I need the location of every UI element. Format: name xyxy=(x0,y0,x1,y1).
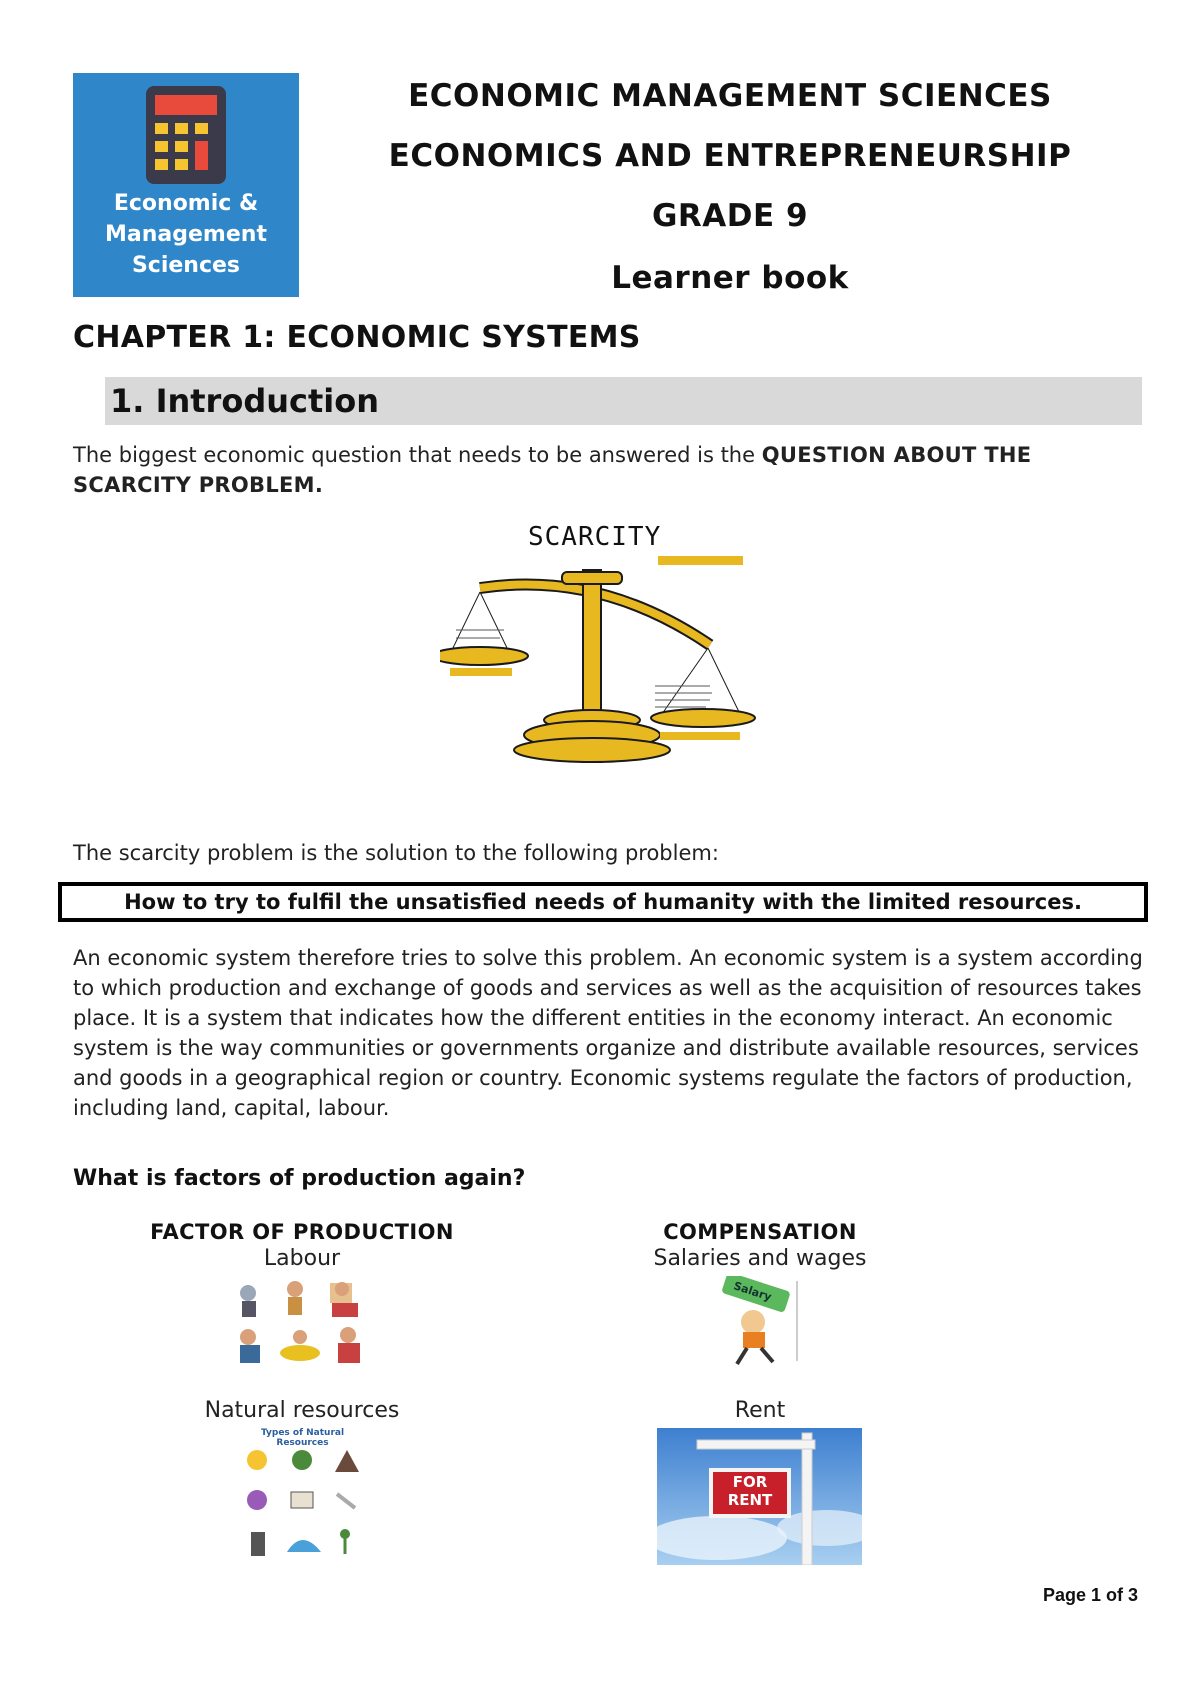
intro-text: The biggest economic question that needs to be answered is the xyxy=(73,443,762,467)
intro-bold: QUESTION ABOUT THE SCARCITY PROBLEM. xyxy=(73,443,1032,497)
factors-question: What is factors of production again? xyxy=(73,1166,526,1191)
natural-resources-image xyxy=(235,1428,370,1568)
balance-scale-icon xyxy=(440,520,760,765)
economic-system-paragraph: An economic system therefore tries to solve this problem. An economic system is a system according to which production and exchange of goods and services as well as the acquisition of resources takes place. It is a system that indicates how the different entities in the economy interact. An economic system is the way communities or governments organize and distribute available resources, services and goods in a geographical region or country. Economic systems regulate the factors of production, including land, capital, labour. xyxy=(73,946,1143,1120)
compensation-rent: Rent xyxy=(734,1398,786,1423)
for-rent-sign-image xyxy=(657,1428,862,1565)
chapter-title: CHAPTER 1: ECONOMIC SYSTEMS xyxy=(73,320,641,355)
labour-workers-image xyxy=(230,1275,380,1370)
scarcity-lead-text: The scarcity problem is the solution to the following problem: xyxy=(73,841,719,865)
book-type: Learner book xyxy=(611,260,849,296)
subject-title: ECONOMIC MANAGEMENT SCIENCES xyxy=(408,78,1052,114)
key-problem-box: How to try to fulfil the unsatisfied needs of humanity with the limited resources. xyxy=(58,882,1148,922)
page-of: of xyxy=(1100,1585,1128,1605)
page-prefix: Page xyxy=(1042,1585,1091,1605)
scarcity-graphic-title: SCARCITY xyxy=(528,522,662,552)
grade-title: GRADE 9 xyxy=(651,198,809,234)
intro-paragraph xyxy=(73,440,1123,500)
logo-text: Economic & Management Sciences xyxy=(105,191,267,278)
salary-character-image xyxy=(715,1276,807,1368)
current-page: 1 xyxy=(1090,1585,1101,1605)
worker-figure-icon xyxy=(240,1281,360,1363)
salary-sign-text: Salary xyxy=(731,1279,774,1304)
factor-labour: Labour xyxy=(263,1246,341,1271)
compensation-salaries: Salaries and wages xyxy=(653,1246,867,1271)
rent-sign-top: FOR xyxy=(732,1473,768,1491)
scarcity-scale-illustration xyxy=(440,520,760,765)
factor-natural-resources: Natural resources xyxy=(204,1398,400,1423)
calculator-icon xyxy=(73,73,299,193)
subject-logo xyxy=(73,73,299,297)
section-heading: 1. Introduction xyxy=(110,382,379,420)
page-number xyxy=(1043,1585,1138,1606)
rent-sign-bottom: RENT xyxy=(727,1491,773,1509)
course-title: ECONOMICS AND ENTREPRENEURSHIP xyxy=(388,138,1072,174)
compensation-column-header: COMPENSATION xyxy=(663,1220,857,1244)
factor-column-header: FACTOR OF PRODUCTION xyxy=(150,1220,454,1244)
total-pages: 3 xyxy=(1127,1585,1138,1605)
natural-resources-image-title: Types of Natural Resources xyxy=(260,1428,345,1448)
